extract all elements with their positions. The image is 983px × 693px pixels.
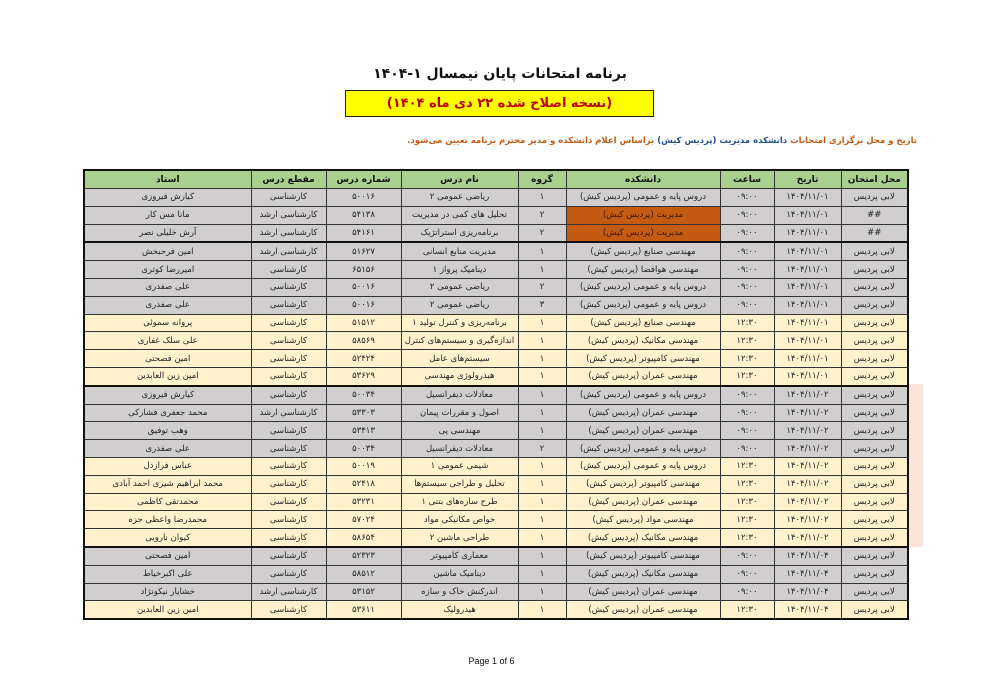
cell-course-number: ۵۲۳۲۳ <box>326 547 401 565</box>
cell-date: ۱۴۰۴/۱۱/۰۲ <box>774 457 841 475</box>
notice-part-1: تاریخ و محل برگزاری امتحانات <box>787 136 917 146</box>
cell-instructor: آرش خلیلی نصر <box>84 224 251 242</box>
cell-date: ۱۴۰۴/۱۱/۰۱ <box>774 206 841 224</box>
cell-group: ۱ <box>518 314 566 332</box>
cell-time: ۱۲:۳۰ <box>720 332 774 350</box>
cell-location: لابی پردیس <box>841 296 908 314</box>
cell-level: کارشناسی <box>251 565 326 583</box>
table-row <box>84 350 908 368</box>
side-shade <box>907 384 923 547</box>
table-row <box>84 206 908 224</box>
cell-instructor: خشایار نیکونژاد <box>84 583 251 601</box>
cell-course-name: خواص مکانیکی مواد <box>401 511 518 529</box>
cell-date: ۱۴۰۴/۱۱/۰۲ <box>774 440 841 458</box>
cell-date: ۱۴۰۴/۱۱/۰۱ <box>774 314 841 332</box>
cell-location: لابی پردیس <box>841 565 908 583</box>
cell-course-number: ۵۰۰۱۶ <box>326 296 401 314</box>
cell-instructor: کیارش فیروزی <box>84 189 251 207</box>
cell-faculty: دروس پایه و عمومی (پردیس کیش) <box>566 278 720 296</box>
cell-group: ۱ <box>518 583 566 601</box>
cell-date: ۱۴۰۴/۱۱/۰۲ <box>774 386 841 404</box>
cell-location: لابی پردیس <box>841 242 908 260</box>
cell-time: ۰۹:۰۰ <box>720 547 774 565</box>
cell-date: ۱۴۰۴/۱۱/۰۱ <box>774 189 841 207</box>
cell-course-name: ریاضی عمومی ۲ <box>401 278 518 296</box>
cell-group: ۱ <box>518 547 566 565</box>
cell-location: لابی پردیس <box>841 367 908 385</box>
cell-level: کارشناسی <box>251 529 326 547</box>
cell-faculty: مهندسی مواد (پردیس کیش) <box>566 511 720 529</box>
cell-instructor: محمد ابراهیم شیری احمد آبادی <box>84 475 251 493</box>
cell-time: ۱۲:۳۰ <box>720 511 774 529</box>
cell-course-name: معادلات دیفرانسیل <box>401 440 518 458</box>
page-number: Page 1 of 6 <box>468 656 515 666</box>
cell-instructor: امین فصحتی <box>84 350 251 368</box>
cell-time: ۰۹:۰۰ <box>720 386 774 404</box>
cell-faculty: دروس پایه و عمومی (پردیس کیش) <box>566 386 720 404</box>
cell-course-name: اندازه‌گیری و سیستم‌های کنترل <box>401 332 518 350</box>
cell-date: ۱۴۰۴/۱۱/۰۲ <box>774 404 841 422</box>
cell-instructor: محمدتقی کاظمی <box>84 493 251 511</box>
table-row <box>84 547 908 565</box>
table-row <box>84 278 908 296</box>
cell-instructor: علی صفدری <box>84 278 251 296</box>
cell-instructor: مانا مس کار <box>84 206 251 224</box>
cell-date: ۱۴۰۴/۱۱/۰۱ <box>774 350 841 368</box>
cell-group: ۱ <box>518 386 566 404</box>
table-row <box>84 386 908 404</box>
table-row <box>84 511 908 529</box>
cell-group: ۲ <box>518 224 566 242</box>
cell-course-number: ۵۰۰۳۴ <box>326 440 401 458</box>
cell-group: ۱ <box>518 242 566 260</box>
cell-level: کارشناسی <box>251 493 326 511</box>
header-level: مقطع درس <box>251 170 326 189</box>
cell-level: کارشناسی <box>251 547 326 565</box>
cell-location: لابی پردیس <box>841 278 908 296</box>
cell-level: کارشناسی <box>251 386 326 404</box>
table-header-row <box>84 170 908 189</box>
cell-location: لابی پردیس <box>841 493 908 511</box>
cell-faculty: مهندسی عمران (پردیس کیش) <box>566 601 720 619</box>
cell-level: کارشناسی <box>251 440 326 458</box>
cell-location: لابی پردیس <box>841 422 908 440</box>
cell-time: ۱۲:۳۰ <box>720 350 774 368</box>
cell-course-number: ۵۳۳۰۳ <box>326 404 401 422</box>
cell-course-name: هیدرولیک <box>401 601 518 619</box>
cell-date: ۱۴۰۴/۱۱/۰۱ <box>774 332 841 350</box>
cell-level: کارشناسی <box>251 457 326 475</box>
cell-course-name: طراحی ماشین ۲ <box>401 529 518 547</box>
cell-time: ۱۲:۳۰ <box>720 601 774 619</box>
cell-course-number: ۵۴۱۳۸ <box>326 206 401 224</box>
cell-time: ۰۹:۰۰ <box>720 440 774 458</box>
header-time: ساعت <box>720 170 774 189</box>
table-row <box>84 422 908 440</box>
cell-faculty: مهندسی مکانیک (پردیس کیش) <box>566 565 720 583</box>
cell-group: ۱ <box>518 422 566 440</box>
cell-course-number: ۵۲۴۱۸ <box>326 475 401 493</box>
cell-faculty: دروس پایه و عمومی (پردیس کیش) <box>566 440 720 458</box>
cell-course-name: دینامیک پرواز ۱ <box>401 261 518 279</box>
cell-instructor: محمدرضا واعظی جزه <box>84 511 251 529</box>
cell-location: لابی پردیس <box>841 475 908 493</box>
cell-location: لابی پردیس <box>841 386 908 404</box>
cell-instructor: کیوان نارویی <box>84 529 251 547</box>
cell-course-number: ۵۴۱۶۱ <box>326 224 401 242</box>
cell-faculty: مهندسی کامپیوتر (پردیس کیش) <box>566 350 720 368</box>
cell-date: ۱۴۰۴/۱۱/۰۱ <box>774 261 841 279</box>
cell-group: ۱ <box>518 189 566 207</box>
cell-date: ۱۴۰۴/۱۱/۰۴ <box>774 583 841 601</box>
cell-faculty: مهندسی کامپیوتر (پردیس کیش) <box>566 547 720 565</box>
cell-date: ۱۴۰۴/۱۱/۰۴ <box>774 547 841 565</box>
cell-level: کارشناسی <box>251 189 326 207</box>
cell-location: لابی پردیس <box>841 332 908 350</box>
table-row <box>84 242 908 260</box>
cell-level: کارشناسی <box>251 296 326 314</box>
cell-course-number: ۵۸۵۱۲ <box>326 565 401 583</box>
cell-group: ۱ <box>518 332 566 350</box>
table-row <box>84 404 908 422</box>
cell-group: ۱ <box>518 529 566 547</box>
cell-faculty: مهندسی مکانیک (پردیس کیش) <box>566 332 720 350</box>
cell-course-name: ریاضی عمومی ۲ <box>401 296 518 314</box>
cell-time: ۰۹:۰۰ <box>720 583 774 601</box>
cell-date: ۱۴۰۴/۱۱/۰۲ <box>774 422 841 440</box>
cell-course-name: دینامیک ماشین <box>401 565 518 583</box>
table-row <box>84 189 908 207</box>
cell-level: کارشناسی <box>251 511 326 529</box>
cell-date: ۱۴۰۴/۱۱/۰۱ <box>774 367 841 385</box>
header-group: گروه <box>518 170 566 189</box>
cell-instructor: علی سلک غفاری <box>84 332 251 350</box>
cell-course-number: ۵۳۴۱۳ <box>326 422 401 440</box>
cell-location: لابی پردیس <box>841 583 908 601</box>
table-row <box>84 565 908 583</box>
cell-level: کارشناسی ارشد <box>251 583 326 601</box>
cell-course-number: ۵۰۰۳۴ <box>326 386 401 404</box>
cell-time: ۰۹:۰۰ <box>720 224 774 242</box>
cell-course-name: معادلات دیفرانسیل <box>401 386 518 404</box>
cell-instructor: عباس فرازدل <box>84 457 251 475</box>
cell-course-name: برنامه‌ریزی و کنترل تولید ۱ <box>401 314 518 332</box>
cell-time: ۱۲:۳۰ <box>720 475 774 493</box>
cell-course-number: ۵۷۰۲۴ <box>326 511 401 529</box>
cell-course-number: ۵۳۲۳۱ <box>326 493 401 511</box>
table-row <box>84 493 908 511</box>
cell-course-number: ۵۰۰۱۶ <box>326 278 401 296</box>
cell-faculty: مهندسی مکانیک (پردیس کیش) <box>566 529 720 547</box>
header-date: تاریخ <box>774 170 841 189</box>
cell-level: کارشناسی <box>251 422 326 440</box>
table-row <box>84 475 908 493</box>
cell-course-number: ۵۱۵۱۲ <box>326 314 401 332</box>
table-row <box>84 261 908 279</box>
cell-time: ۰۹:۰۰ <box>720 261 774 279</box>
cell-course-name: تحلیل و طراحی سیستم‌ها <box>401 475 518 493</box>
cell-course-number: ۵۸۶۵۴ <box>326 529 401 547</box>
cell-course-name: هیدرولوژی مهندسی <box>401 367 518 385</box>
cell-faculty: مهندسی صنایع (پردیس کیش) <box>566 242 720 260</box>
cell-course-name: مهندسی پی <box>401 422 518 440</box>
cell-time: ۰۹:۰۰ <box>720 422 774 440</box>
cell-course-number: ۵۳۶۲۹ <box>326 367 401 385</box>
cell-group: ۱ <box>518 601 566 619</box>
cell-date: ۱۴۰۴/۱۱/۰۲ <box>774 475 841 493</box>
table-row <box>84 457 908 475</box>
cell-course-number: ۵۳۶۱۱ <box>326 601 401 619</box>
cell-location: لابی پردیس <box>841 529 908 547</box>
cell-instructor: امیررضا کوثری <box>84 261 251 279</box>
notice-text <box>217 136 917 146</box>
cell-faculty: مدیریت (پردیس کیش) <box>566 224 720 242</box>
cell-faculty: مهندسی هوافضا (پردیس کیش) <box>566 261 720 279</box>
cell-time: ۰۹:۰۰ <box>720 296 774 314</box>
cell-course-name: برنامه‌ریزی استراتژیک <box>401 224 518 242</box>
cell-faculty: مدیریت (پردیس کیش) <box>566 206 720 224</box>
cell-group: ۱ <box>518 367 566 385</box>
cell-level: کارشناسی ارشد <box>251 224 326 242</box>
cell-course-name: مدیریت منابع انسانی <box>401 242 518 260</box>
cell-course-number: ۵۰۰۱۶ <box>326 189 401 207</box>
table-row <box>84 583 908 601</box>
table-row <box>84 332 908 350</box>
cell-time: ۱۲:۳۰ <box>720 367 774 385</box>
cell-location: لابی پردیس <box>841 457 908 475</box>
cell-instructor: علی اکبرخیاط <box>84 565 251 583</box>
notice-part-3: براساس اعلام دانشکده و مدیر محترم برنامه تعیین می‌شود. <box>407 136 658 146</box>
cell-course-number: ۶۵۱۵۶ <box>326 261 401 279</box>
cell-level: کارشناسی <box>251 367 326 385</box>
cell-course-name: طرح سازه‌های بتنی ۱ <box>401 493 518 511</box>
cell-date: ۱۴۰۴/۱۱/۰۲ <box>774 493 841 511</box>
cell-location: لابی پردیس <box>841 314 908 332</box>
cell-faculty: دروس پایه و عمومی (پردیس کیش) <box>566 296 720 314</box>
cell-instructor: امین زین العابدین <box>84 367 251 385</box>
cell-location: ## <box>841 224 908 242</box>
cell-time: ۱۲:۳۰ <box>720 493 774 511</box>
cell-course-number: ۵۳۱۵۲ <box>326 583 401 601</box>
cell-course-number: ۵۲۴۲۴ <box>326 350 401 368</box>
header-course-name: نام درس <box>401 170 518 189</box>
cell-level: کارشناسی <box>251 314 326 332</box>
cell-time: ۱۲:۳۰ <box>720 529 774 547</box>
cell-instructor: علی صفدری <box>84 296 251 314</box>
cell-time: ۰۹:۰۰ <box>720 404 774 422</box>
cell-instructor: علی صفدری <box>84 440 251 458</box>
cell-time: ۰۹:۰۰ <box>720 242 774 260</box>
header-instructor: استاد <box>84 170 251 189</box>
cell-instructor: کیارش فیروزی <box>84 386 251 404</box>
cell-instructor: امین فصحتی <box>84 547 251 565</box>
cell-level: کارشناسی <box>251 278 326 296</box>
cell-faculty: مهندسی عمران (پردیس کیش) <box>566 404 720 422</box>
cell-group: ۱ <box>518 404 566 422</box>
cell-group: ۲ <box>518 278 566 296</box>
cell-group: ۲ <box>518 206 566 224</box>
cell-time: ۰۹:۰۰ <box>720 278 774 296</box>
cell-group: ۱ <box>518 457 566 475</box>
table-row <box>84 440 908 458</box>
cell-instructor: وهب توفیق <box>84 422 251 440</box>
cell-course-number: ۵۰۰۱۹ <box>326 457 401 475</box>
cell-course-name: ریاضی عمومی ۲ <box>401 189 518 207</box>
cell-date: ۱۴۰۴/۱۱/۰۴ <box>774 601 841 619</box>
cell-date: ۱۴۰۴/۱۱/۰۱ <box>774 242 841 260</box>
cell-course-name: معماری کامپیوتر <box>401 547 518 565</box>
cell-faculty: مهندسی صنایع (پردیس کیش) <box>566 314 720 332</box>
header-faculty: دانشکده <box>566 170 720 189</box>
table-row <box>84 529 908 547</box>
cell-date: ۱۴۰۴/۱۱/۰۱ <box>774 278 841 296</box>
cell-course-name: سیستم‌های عامل <box>401 350 518 368</box>
cell-course-number: ۵۸۵۶۹ <box>326 332 401 350</box>
cell-level: کارشناسی ارشد <box>251 206 326 224</box>
notice-faculty: دانشکده مدیریت (پردیس کیش) <box>657 136 788 146</box>
cell-time: ۰۹:۰۰ <box>720 189 774 207</box>
header-course-number: شماره درس <box>326 170 401 189</box>
cell-location: لابی پردیس <box>841 547 908 565</box>
cell-course-name: تحلیل های کمی در مدیریت <box>401 206 518 224</box>
cell-location: لابی پردیس <box>841 511 908 529</box>
table-row <box>84 224 908 242</box>
cell-level: کارشناسی <box>251 332 326 350</box>
cell-instructor: امین فرحبخش <box>84 242 251 260</box>
cell-course-name: شیمی عمومی ۱ <box>401 457 518 475</box>
cell-level: کارشناسی <box>251 350 326 368</box>
cell-time: ۱۲:۳۰ <box>720 457 774 475</box>
cell-group: ۱ <box>518 261 566 279</box>
cell-location: لابی پردیس <box>841 350 908 368</box>
table-row <box>84 367 908 385</box>
cell-group: ۱ <box>518 475 566 493</box>
cell-instructor: امین زین العابدین <box>84 601 251 619</box>
cell-faculty: مهندسی کامپیوتر (پردیس کیش) <box>566 475 720 493</box>
cell-group: ۲ <box>518 440 566 458</box>
cell-time: ۰۹:۰۰ <box>720 565 774 583</box>
cell-time: ۰۹:۰۰ <box>720 206 774 224</box>
cell-time: ۱۲:۳۰ <box>720 314 774 332</box>
cell-location: لابی پردیس <box>841 440 908 458</box>
cell-group: ۱ <box>518 511 566 529</box>
table-row <box>84 601 908 619</box>
cell-group: ۳ <box>518 296 566 314</box>
cell-level: کارشناسی <box>251 261 326 279</box>
cell-course-name: اصول و مقررات پیمان <box>401 404 518 422</box>
revision-banner: (نسخه اصلاح شده ۲۲ دی ماه ۱۴۰۴) <box>345 90 654 117</box>
cell-course-name: اندرکنش خاک و سازه <box>401 583 518 601</box>
cell-faculty: دروس پایه و عمومی (پردیس کیش) <box>566 457 720 475</box>
cell-location: لابی پردیس <box>841 404 908 422</box>
cell-instructor: پروانه سموئی <box>84 314 251 332</box>
cell-date: ۱۴۰۴/۱۱/۰۱ <box>774 224 841 242</box>
cell-date: ۱۴۰۴/۱۱/۰۲ <box>774 511 841 529</box>
cell-faculty: مهندسی عمران (پردیس کیش) <box>566 367 720 385</box>
cell-date: ۱۴۰۴/۱۱/۰۱ <box>774 296 841 314</box>
cell-location: لابی پردیس <box>841 261 908 279</box>
cell-level: کارشناسی ارشد <box>251 242 326 260</box>
exam-schedule-table <box>83 169 909 620</box>
cell-faculty: مهندسی عمران (پردیس کیش) <box>566 493 720 511</box>
cell-date: ۱۴۰۴/۱۱/۰۴ <box>774 565 841 583</box>
cell-date: ۱۴۰۴/۱۱/۰۲ <box>774 529 841 547</box>
page-title: برنامه امتحانات پایان نیمسال ۱-۱۴۰۴ <box>373 66 627 82</box>
cell-group: ۱ <box>518 493 566 511</box>
cell-location: لابی پردیس <box>841 601 908 619</box>
header-location: محل امتحان <box>841 170 908 189</box>
cell-level: کارشناسی <box>251 475 326 493</box>
cell-location: ## <box>841 206 908 224</box>
table-row <box>84 314 908 332</box>
cell-group: ۱ <box>518 350 566 368</box>
table-row <box>84 296 908 314</box>
cell-location: لابی پردیس <box>841 189 908 207</box>
cell-level: کارشناسی ارشد <box>251 404 326 422</box>
cell-faculty: دروس پایه و عمومی (پردیس کیش) <box>566 189 720 207</box>
cell-level: کارشناسی <box>251 601 326 619</box>
cell-course-number: ۵۱۶۲۷ <box>326 242 401 260</box>
cell-faculty: مهندسی عمران (پردیس کیش) <box>566 422 720 440</box>
cell-faculty: مهندسی عمران (پردیس کیش) <box>566 583 720 601</box>
cell-group: ۱ <box>518 565 566 583</box>
cell-instructor: محمد جعفری فشارکی <box>84 404 251 422</box>
